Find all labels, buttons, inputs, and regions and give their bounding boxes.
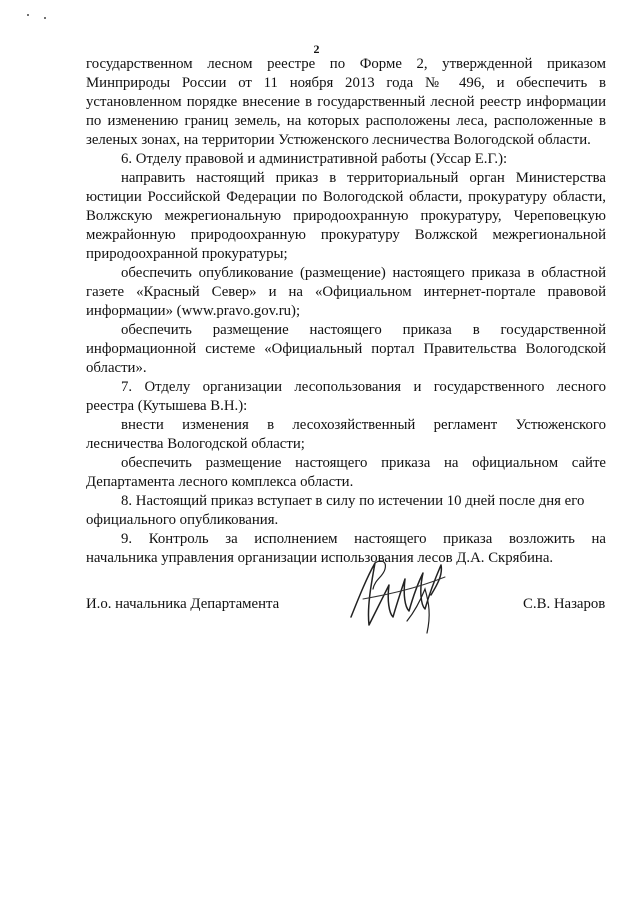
item-7-heading: 7. Отделу организации лесопользования и государственного лесного (121, 379, 606, 395)
body-line: Волжскую межрегиональную природоохранную прокуратуру, Череповецкую (86, 208, 606, 224)
body-line: обеспечить размещение настоящего приказа на официальном сайте (121, 455, 606, 471)
item-8-text: 8. Настоящий приказ вступает в силу по истечении 10 дней после дня его (121, 493, 585, 509)
body-line: юстиции Российской Федерации по Вологодской области, прокуратуру области, (86, 189, 606, 205)
body-line: начальника управления организации использования лесов Д.А. Скрябина. (86, 550, 554, 566)
body-line: лесничества Вологодской области; (86, 436, 305, 452)
body-line: информации» (www.pravo.gov.ru); (86, 303, 301, 319)
body-line: зеленых зонах, на территории Устюженского лесничества Вологодской области. (86, 132, 591, 148)
handwritten-signature (345, 555, 450, 640)
body-line: Департамента лесного комплекса области. (86, 474, 354, 490)
body-line: межрайонную природоохранную прокуратуру Волжской межрегиональной (86, 227, 606, 243)
body-line: реестра (Кутышева В.Н.): (86, 398, 248, 414)
body-line: официального опубликования. (86, 512, 279, 528)
scan-speck (27, 14, 29, 16)
body-line: информационной системе «Официальный портал Правительства Вологодской (86, 341, 606, 357)
body-line: Минприроды России от 11 ноября 2013 года № 496, и обеспечить в (86, 75, 606, 91)
body-line: по изменению границ земель, на которых расположены леса, расположенные в (86, 113, 606, 129)
body-line: государственном лесном реестре по Форме 2, утвержденной приказом (86, 56, 606, 72)
scan-speck (44, 17, 46, 19)
body-line: направить настоящий приказ в территориальный орган Министерства (121, 170, 606, 186)
body-line: области». (86, 360, 147, 376)
body-line: установленном порядке внесение в государственный лесной реестр информации (86, 94, 606, 110)
item-9-text: 9. Контроль за исполнением настоящего приказа возложить на (121, 531, 606, 547)
body-line: обеспечить размещение настоящего приказа в государственной (121, 322, 606, 338)
signatory-position: И.о. начальника Департамента (86, 596, 280, 612)
body-line: газете «Красный Север» и на «Официальном интернет-портале правовой (86, 284, 606, 300)
body-line: природоохранной прокуратуры; (86, 246, 288, 262)
body-line: обеспечить опубликование (размещение) настоящего приказа в областной (121, 265, 606, 281)
signatory-name: С.В. Назаров (523, 596, 606, 612)
page-number: 2 (313, 42, 320, 56)
body-line: внести изменения в лесохозяйственный регламент Устюженского (121, 417, 606, 433)
item-6-heading: 6. Отделу правовой и административной работы (Уссар Е.Г.): (121, 151, 508, 167)
